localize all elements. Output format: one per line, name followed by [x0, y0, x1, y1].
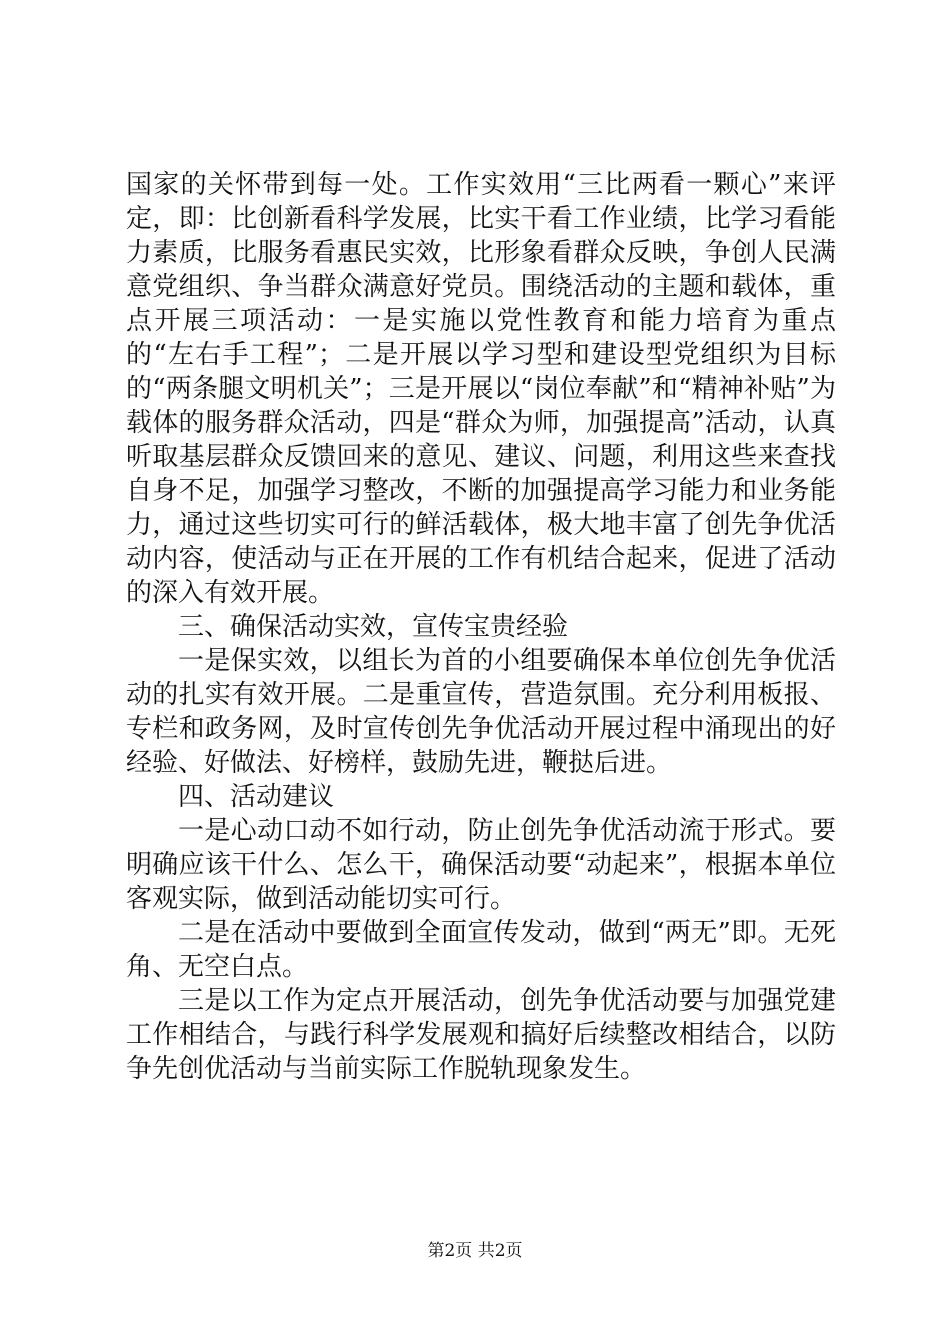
- suggestion-3: 三是以工作为定点开展活动，创先争优活动要与加强党建工作相结合，与践行科学发展观和搞好后续整改相结合，以防争先创优活动与当前实际工作脱轨现象发生。: [126, 986, 836, 1084]
- page-footer: 第2页 共2页: [427, 1241, 523, 1261]
- document-body: [126, 168, 836, 1086]
- suggestion-1: 一是心动口动不如行动，防止创先争优活动流于形式。要明确应该干什么、怎么干，确保活动要“动起来”，根据本单位客观实际，做到活动能切实可行。: [126, 816, 836, 914]
- section-heading-3: 三、确保活动实效，宣传宝贵经验: [178, 612, 569, 642]
- paragraph-section-3: 一是保实效，以组长为首的小组要确保本单位创先争优活动的扎实有效开展。二是重宣传，营造氛围。充分利用板报、专栏和政务网，及时宣传创先争优活动开展过程中涌现出的好经验、好做法、好榜样，鼓励先进，鞭挞后进。: [126, 646, 836, 778]
- suggestion-2: 二是在活动中要做到全面宣传发动，做到“两无”即。无死角、无空白点。: [126, 918, 836, 982]
- paragraph-continued: 国家的关怀带到每一处。工作实效用“三比两看一颗心”来评定，即：比创新看科学发展，比实干看工作业绩，比学习看能力素质，比服务看惠民实效，比形象看群众反映，争创人民满意党组织、争当群众满意好党员。围绕活动的主题和载体，重点开展三项活动：一是实施以党性教育和能力培育为重点的“左右手工程”；二是开展以学习型和建设型党组织为目标的“两条腿文明机关”；三是开展以“岗位奉献”和“精神补贴”为载体的服务群众活动，四是“群众为师，加强提高”活动，认真听取基层群众反馈回来的意见、建议、问题，利用这些来查找自身不足，加强学习整改，不断的加强提高学习能力和业务能力，通过这些切实可行的鲜活载体，极大地丰富了创先争优活动内容，使活动与正在开展的工作有机结合起来，促进了活动的深入有效开展。: [126, 170, 836, 608]
- section-heading-4: 四、活动建议: [178, 782, 335, 812]
